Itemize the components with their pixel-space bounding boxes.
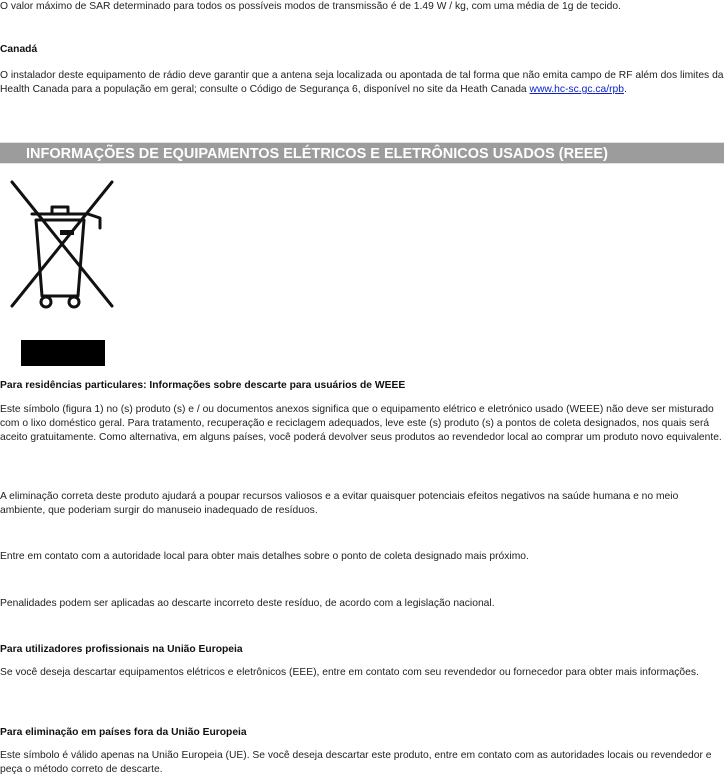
professional-paragraph: Se você deseja descartar equipamentos elétricos e eletrônicos (EEE), entre em contato com seu revendedor ou fornecedor para obter mais informações. [0,667,699,678]
canada-heading: Canadá [0,44,38,55]
households-paragraph-4: Penalidades podem ser aplicadas ao descarte incorreto deste resíduo, de acordo com a legislação nacional. [0,598,495,609]
weee-section-title: INFORMAÇÕES DE EQUIPAMENTOS ELÉTRICOS E ELETRÔNICOS USADOS (REEE) [26,146,608,162]
sar-statement: O valor máximo de SAR determinado para todos os possíveis modos de transmissão é de 1.49 W / kg, com uma média de 1g de tecido. [0,1,621,12]
outside-eu-paragraph: Este símbolo é válido apenas na União Europeia (UE). Se você deseja descartar este produto, entre em contato com as autoridades locais ou revendedor e peça o método correto de descarte. [0,750,712,775]
households-heading: Para residências particulares: Informações sobre descarte para usuários de WEEE [0,380,406,391]
canada-text: O instalador deste equipamento de rádio deve garantir que a antena seja localizada ou apontada de tal forma que não emita campo de RF além dos limites da Health Canada para a população em geral; consulte o Código de Segurança 6, disponível no site da Heath Canada [0,70,724,95]
weee-section-banner [0,142,724,164]
crossed-out-wheelie-bin-icon [8,178,120,372]
canada-suffix: . [623,84,627,95]
households-paragraph-3: Entre em contato com a autoridade local para obter mais detalhes sobre o ponto de coleta designado mais próximo. [0,551,529,562]
outside-eu-heading: Para eliminação em países fora da União Europeia [0,727,247,738]
households-paragraph-1: Este símbolo (figura 1) no (s) produto (s) e / ou documentos anexos significa que o equipamento elétrico e eletrónico usado (WEEE) não deve ser misturado com o lixo doméstico geral. Para tratamento, recuperação e reciclagem adequados, leve este (s) produto (s) a pontos de coleta designados, nos quais será aceito gratuitamente. Como alternativa, em alguns países, você poderá devolver seus produtos ao revendedor local ao comprar um produto novo equivalente. [0,404,722,443]
households-paragraph-2: A eliminação correta deste produto ajudará a poupar recursos valiosos e a evitar quaisquer potenciais efeitos negativos na saúde humana e no meio ambiente, que poderiam surgir do manuseio inadequado de resíduos. [0,491,679,516]
health-canada-link[interactable]: www.hc-sc.gc.ca/rpb [529,84,624,95]
professional-heading: Para utilizadores profissionais na União Europeia [0,644,243,655]
canada-paragraph [0,69,724,97]
